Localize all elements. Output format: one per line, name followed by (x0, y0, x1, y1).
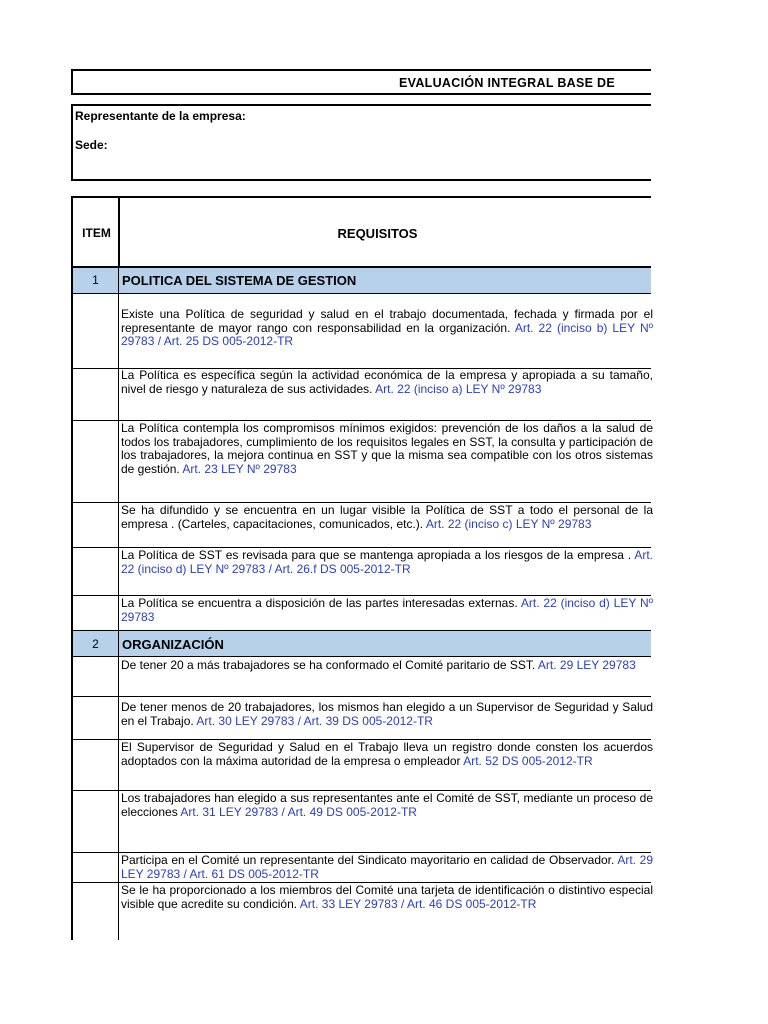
legal-reference: Art. 30 LEY 29783 / Art. 39 DS 005-2012-TR (196, 713, 433, 728)
document-title: EVALUACIÓN INTEGRAL BASE DE (399, 76, 615, 90)
section-name: ORGANIZACIÓN (122, 637, 224, 652)
company-info-box (71, 104, 651, 181)
cell-divider (118, 657, 119, 696)
title-box (71, 69, 651, 95)
cell-divider (118, 369, 119, 420)
requirement-text: La Política contempla los compromisos mínimos exigidos: prevención de los daños a la salud de todos los trabajadores, cumplimiento de los requisitos legales en SST, la consulta y participación de los trabajadores, la mejora continua en SST y que la misma sea compatible con los otros sistemas de gestión. (121, 421, 653, 476)
cell-divider (118, 548, 119, 595)
cell-divider (118, 853, 119, 882)
table-row (71, 596, 651, 631)
cell-divider (118, 740, 119, 790)
table-row (71, 421, 651, 503)
table-row (71, 883, 651, 940)
requirement-cell (121, 854, 653, 881)
table-row (71, 369, 651, 421)
table-row (71, 791, 651, 853)
requirement-cell (121, 701, 653, 728)
requirement-text: La Política es específica según la actividad económica de la empresa y apropiada a su tamaño, nivel de riesgo y naturaleza de sus actividades. (121, 368, 653, 396)
table-row (71, 548, 651, 596)
table-header (71, 196, 651, 268)
cell-divider (118, 268, 119, 293)
legal-reference: Art. 33 LEY 29783 / Art. 46 DS 005-2012-TR (299, 896, 537, 911)
cell-divider (118, 294, 119, 368)
section-header-1 (71, 268, 651, 294)
section-name: POLITICA DEL SISTEMA DE GESTION (122, 273, 357, 288)
requirement-cell (121, 741, 653, 768)
requirement-cell (121, 504, 653, 531)
requirement-cell (121, 597, 653, 624)
requirement-text: La Política de SST es revisada para que se mantenga apropiada a los riesgos de la empresa . (121, 548, 635, 562)
representante-label: Representante de la empresa: (75, 109, 246, 123)
requirement-cell (121, 549, 653, 576)
cell-divider (118, 421, 119, 502)
legal-reference: Art. 29 LEY 29783 / Art. 61 DS 005-2012-TR (121, 853, 654, 881)
legal-reference: Art. 22 (inciso c) LEY Nº 29783 (425, 516, 592, 531)
legal-reference: Art. 22 (inciso a) LEY Nº 29783 (375, 381, 542, 396)
requirement-text: Existe una Política de seguridad y salud en el trabajo documentada, fechada y firmada por el representante de mayor rango con responsabilidad en la organización. (121, 307, 653, 335)
cell-divider (118, 791, 119, 852)
requirement-cell (121, 422, 653, 476)
legal-reference: Art. 22 (inciso d) LEY Nº 29783 (121, 596, 653, 624)
cell-divider (118, 503, 119, 547)
requirement-text: Los trabajadores han elegido a sus representantes ante el Comité de SST, mediante un proceso de elecciones (121, 791, 653, 819)
legal-reference: Art. 52 DS 005-2012-TR (463, 753, 593, 768)
legal-reference: Art. 22 (inciso d) LEY Nº 29783 / Art. 26.f DS 005-2012-TR (121, 548, 653, 576)
col-requisitos-header: REQUISITOS (337, 226, 418, 241)
requirement-text: Se le ha proporcionado a los miembros del Comité una tarjeta de identificación o distintivo especial visible que acredite su condición. (121, 883, 653, 911)
requirement-cell (121, 659, 653, 673)
table-row (71, 294, 654, 369)
legal-reference: Art. 22 (inciso b) LEY Nº 29783 / Art. 25 DS 005-2012-TR (121, 320, 654, 349)
section-number: 2 (92, 637, 99, 651)
requirement-text: El Supervisor de Seguridad y Salud en el Trabajo lleva un registro donde consten los acuerdos adoptados con la máxima autoridad de la empresa o empleador (121, 740, 653, 768)
requirement-text: La Política se encuentra a disposición de las partes interesadas externas. (121, 596, 521, 610)
section-header-2 (71, 631, 651, 657)
requirement-cell (121, 884, 653, 911)
legal-reference: Art. 31 LEY 29783 / Art. 49 DS 005-2012-TR (180, 804, 417, 819)
cell-divider (118, 697, 119, 739)
requirement-text: De tener 20 a más trabajadores se ha conformado el Comité paritario de SST. (121, 658, 538, 672)
legal-reference: Art. 29 LEY 29783 (537, 658, 636, 672)
requirement-cell (121, 369, 653, 396)
cell-divider (118, 631, 119, 656)
requirement-cell (121, 792, 653, 819)
requirement-text: Se ha difundido y se encuentra en un lugar visible la Política de SST a todo el personal de la empresa . (Carteles, capacitaciones, comunicados, etc.). (121, 503, 653, 531)
cell-divider (118, 883, 119, 940)
table-row (71, 657, 651, 697)
requirement-text: De tener menos de 20 trabajadores, los mismos han elegido a un Supervisor de Seguridad y Salud en el Trabajo. (121, 700, 653, 728)
table-row (71, 697, 651, 740)
requirement-text: Participa en el Comité un representante del Sindicato mayoritario en calidad de Observador. (121, 853, 618, 867)
requirement-cell (121, 308, 653, 349)
table-row (71, 853, 654, 883)
legal-reference: Art. 23 LEY Nº 29783 (182, 461, 297, 476)
table-row (71, 503, 651, 548)
cell-divider (118, 596, 119, 630)
sede-label: Sede: (75, 138, 108, 152)
col-item-header: ITEM (82, 226, 111, 240)
section-number: 1 (92, 273, 99, 287)
table-row (71, 740, 651, 791)
